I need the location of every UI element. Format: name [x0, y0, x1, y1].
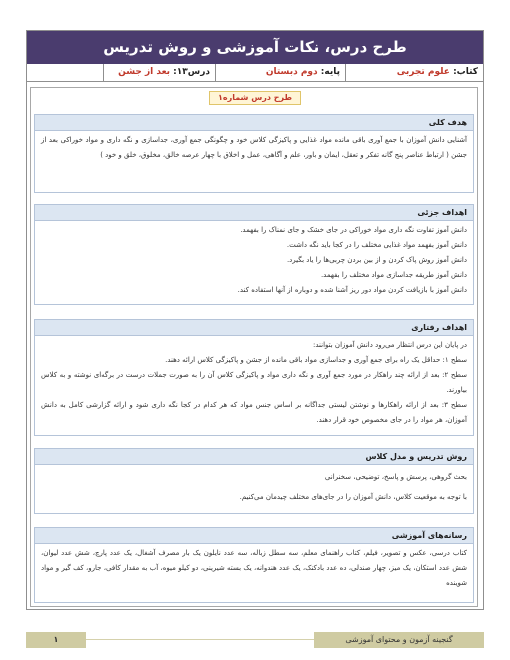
page-title: طرح درس، نکات آموزشی و روش تدریس: [27, 31, 483, 64]
lesson-plan-page: [26, 30, 484, 610]
section-title: روش تدریس و مدل کلاس: [35, 449, 473, 465]
section-line: با توجه به موقعیت کلاس، دانش آموزان را در جای‌های مختلف چیدمان می‌کنیم.: [239, 493, 467, 501]
section-line: سطح ۳: بعد از ارائه راهکارها و نوشتن لیستی جداگانه بر اساس جنس مواد که هر کدام در کجا نگه داری شود و ارائه گزارشی کامل به دانش آموزان، هر مواد را در جای مخصوص خود قرار دهند.: [41, 401, 467, 424]
info-key: کتاب:: [453, 67, 478, 77]
info-key: درس۱۳:: [173, 67, 210, 77]
section-line: کتاب درسی، عکس و تصویر، فیلم، کتاب راهنمای معلم، سه سطل زباله، سه عدد نایلون یک بار مصرف آشغال، یک عدد پارچ، شش عدد لیوان، شش عدد استکان، یک میز، چهار صندلی، ده عدد بادکنک، یک عدد هندوانه، یک بسته شیرینی، دو کیلو میوه، آب به مقدار کافی، جارو، کف گیر و مواد شوینده: [41, 549, 467, 587]
info-value: دوم دبستان: [265, 67, 318, 77]
section-title: هدف کلی: [35, 115, 473, 131]
section-partial-goals: [34, 204, 474, 305]
section-teaching-method: [34, 448, 474, 514]
section-line: دانش آموز با بازیافت کردن مواد دور ریز آشنا شده و دوباره از آنها استفاده کند.: [237, 286, 467, 294]
section-title: اهداف جزئی: [35, 205, 473, 221]
section-line: آشنایی دانش آموزان با جمع آوری باقی مانده مواد غذایی و پاکیزگی کلاس خود و چگونگی جمع آوری، جداسازی و نگه داری و مواد خوراکی بعد از جشن ( ارتباط عناصر پنج گانه تفکر و تعقل، ایمان و باور، علم و آگاهی، عمل و اخلاق با چهار عرصه خالق، مخلوق، خلق و خود ): [41, 136, 467, 159]
section-line: در پایان این درس انتظار می‌رود دانش آموزان بتوانند:: [312, 341, 467, 349]
section-body: [35, 131, 473, 163]
section-line: دانش آموز روش پاک کردن و از بین بردن چربی‌ها را یاد بگیرد.: [286, 256, 467, 264]
footer-label: گنجینه آزمون و محتوای آموزشی: [314, 632, 484, 648]
info-cell-empty: [27, 64, 103, 81]
section-body: [35, 221, 473, 298]
info-key: پایه:: [320, 67, 340, 77]
section-body: [35, 544, 473, 591]
plan-number-label: طرح درس شماره۱: [209, 91, 301, 105]
info-cell-lesson: [103, 64, 215, 81]
info-value: علوم تجربی: [396, 67, 450, 77]
section-body: [35, 465, 473, 507]
section-title: رسانه‌های آموزشی: [35, 528, 473, 544]
info-row: [27, 64, 483, 82]
page-footer: [26, 632, 484, 648]
section-line: دانش آموز تفاوت نگه داری مواد خوراکی در جای خشک و جای نمناک را بفهمد.: [240, 226, 467, 234]
section-line: دانش آموز طریقه جداسازی مواد مختلف را بفهمد.: [320, 271, 467, 279]
section-behavioral-goals: [34, 319, 474, 436]
section-line: بحث گروهی، پرسش و پاسخ، توضیحی، سخنرانی: [324, 473, 467, 481]
section-line: سطح ۲: بعد از ارائه چند راهکار در مورد جمع آوری و نگه داری مواد و پاکیزگی کلاس آن را به صورت جملات درست در برگه‌ای نوشته و به کلاس بیاورند.: [41, 371, 467, 394]
page-number: ۱: [26, 632, 86, 648]
info-cell-grade: [215, 64, 345, 81]
footer-divider: [86, 639, 314, 640]
section-line: سطح ۱: حداقل یک راه برای جمع آوری و جداسازی مواد باقی مانده از جشن و پاکیزگی کلاس ارائه دهند.: [165, 356, 467, 364]
info-cell-book: [345, 64, 483, 81]
info-value: بعد از جشن: [118, 67, 171, 77]
section-body: [35, 336, 473, 428]
section-general-goal: [34, 114, 474, 193]
plan-frame: [30, 87, 478, 607]
section-title: اهداف رفتاری: [35, 320, 473, 336]
section-line: دانش آموز بفهمد مواد غذایی مختلف را در کجا باید نگه داشت.: [286, 241, 467, 249]
section-teaching-media: [34, 527, 474, 603]
